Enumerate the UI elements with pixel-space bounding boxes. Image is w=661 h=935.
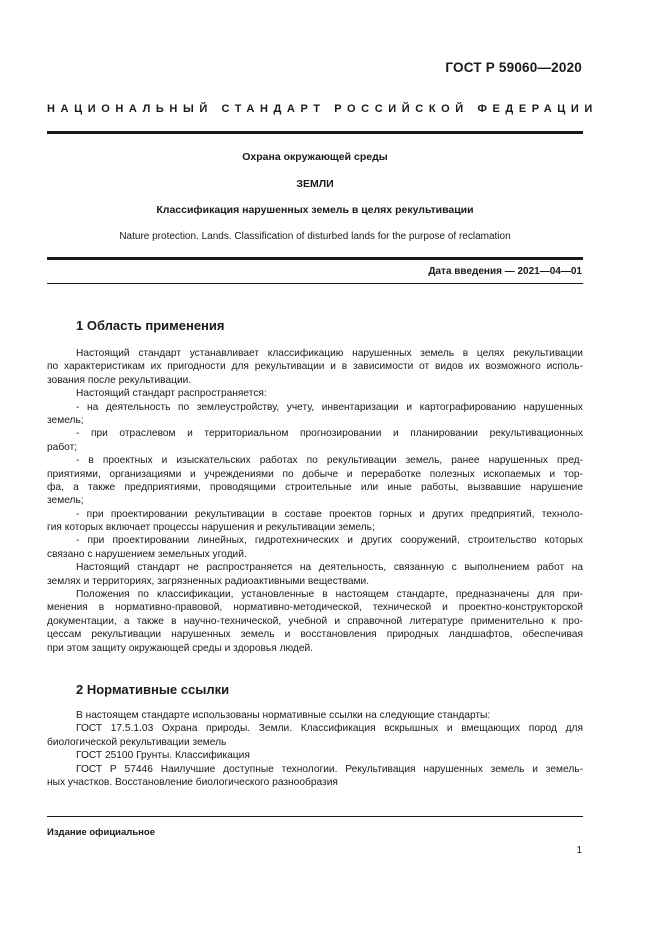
paragraph-line: документации, а также в научно-технической, учебной и справочной литературе применительно к про- — [47, 615, 583, 627]
title-divider — [47, 257, 583, 260]
paragraph-line: цессам рекультивации нарушенных земель и восстановления природных ландшафтов, обеспечивая — [47, 629, 583, 641]
reference-line: ГОСТ 17.5.1.03 Охрана природы. Земли. Классификация вскрышных и вмещающих пород для — [76, 723, 583, 735]
national-standard-title: НАЦИОНАЛЬНЫЙ СТАНДАРТ РОССИЙСКОЙ ФЕДЕРАЦИИ — [47, 103, 598, 115]
list-item-line: - при проектировании рекультивации в составе проектов горных и других предприятий, техноло- — [76, 508, 583, 520]
reference-line: ГОСТ 25100 Грунты. Классификация — [76, 750, 250, 762]
section-1-heading: 1 Область применения — [76, 318, 225, 333]
paragraph-line: Настоящий стандарт не распространяется на деятельность, связанную с выполнением работ на — [76, 562, 583, 574]
document-number: ГОСТ Р 59060—2020 — [445, 60, 582, 75]
page-number: 1 — [576, 845, 582, 856]
title-line-2: ЗЕМЛИ — [296, 178, 334, 190]
reference-line: ГОСТ Р 57446 Наилучшие доступные технологии. Рекультивация нарушенных земель и земель- — [76, 763, 583, 775]
title-line-3: Классификация нарушенных земель в целях рекультивации — [156, 204, 474, 216]
list-item-line: земель; — [47, 414, 84, 426]
paragraph-line: Положения по классификации, установленные в настоящем стандарте, предназначены для при- — [76, 589, 583, 601]
section-2-body — [47, 709, 583, 789]
reference-line: биологической рекультивации земель — [47, 736, 227, 748]
edition-label: Издание официальное — [47, 827, 155, 838]
list-item-line: земель; — [47, 495, 84, 507]
paragraph-line: зования после рекультивации. — [47, 374, 192, 386]
date-divider — [47, 283, 583, 284]
list-item-line: приятиями, организациями и учреждениями по добыче и переработке полезных ископаемых и тор- — [47, 468, 583, 480]
list-item-line: работ; — [47, 441, 78, 453]
paragraph-line: В настоящем стандарте использованы нормативные ссылки на следующие стандарты: — [76, 710, 491, 721]
footer-divider — [47, 816, 583, 817]
list-item-line: - при отраслевом и территориальном прогнозировании и планировании рекультивационных — [76, 428, 583, 440]
section-1-body — [47, 347, 583, 655]
paragraph-line: Настоящий стандарт распространяется: — [76, 388, 267, 400]
paragraph-line: при этом защиту окружающей среды и здоровья людей. — [47, 642, 314, 654]
english-title: Nature protection. Lands. Classification of disturbed lands for the purpose of reclamation — [119, 231, 511, 242]
paragraph-line: менения в нормативно-правовой, нормативно-методической, технической и проектно-конструкторской — [47, 602, 583, 614]
list-item-line: - при проектировании линейных, гидротехнических и других сооружений, строительство которых — [76, 535, 583, 547]
paragraph-line: по характеристикам их пригодности для рекультивации и в зависимости от видов их возможного исполь- — [47, 361, 583, 373]
header-divider — [47, 131, 583, 134]
intro-date: Дата введения — 2021—04—01 — [428, 266, 582, 277]
section-2-heading: 2 Нормативные ссылки — [76, 682, 230, 697]
list-item-line: фа, а также предприятиями, проводящими строительные или иные работы, вызвавшие нарушение — [47, 481, 583, 493]
list-item-line: - на деятельность по землеустройству, учету, инвентаризации и картографированию нарушенных — [76, 401, 583, 413]
list-item-line: связано с нарушением земельных угодий. — [47, 548, 247, 560]
list-item-line: гия которых включает процессы нарушения и рекультивации земель; — [47, 522, 375, 534]
reference-line: ных участков. Восстановление биологического разнообразия — [47, 776, 338, 788]
title-line-1: Охрана окружающей среды — [242, 151, 388, 163]
paragraph-line: землях и территориях, загрязненных радиоактивными веществами. — [47, 575, 370, 587]
list-item-line: - в проектных и изыскательских работах по рекультивации земель, ранее нарушенных пред- — [76, 455, 583, 467]
paragraph-line: Настоящий стандарт устанавливает классификацию нарушенных земель в целях рекультивации — [76, 348, 583, 359]
